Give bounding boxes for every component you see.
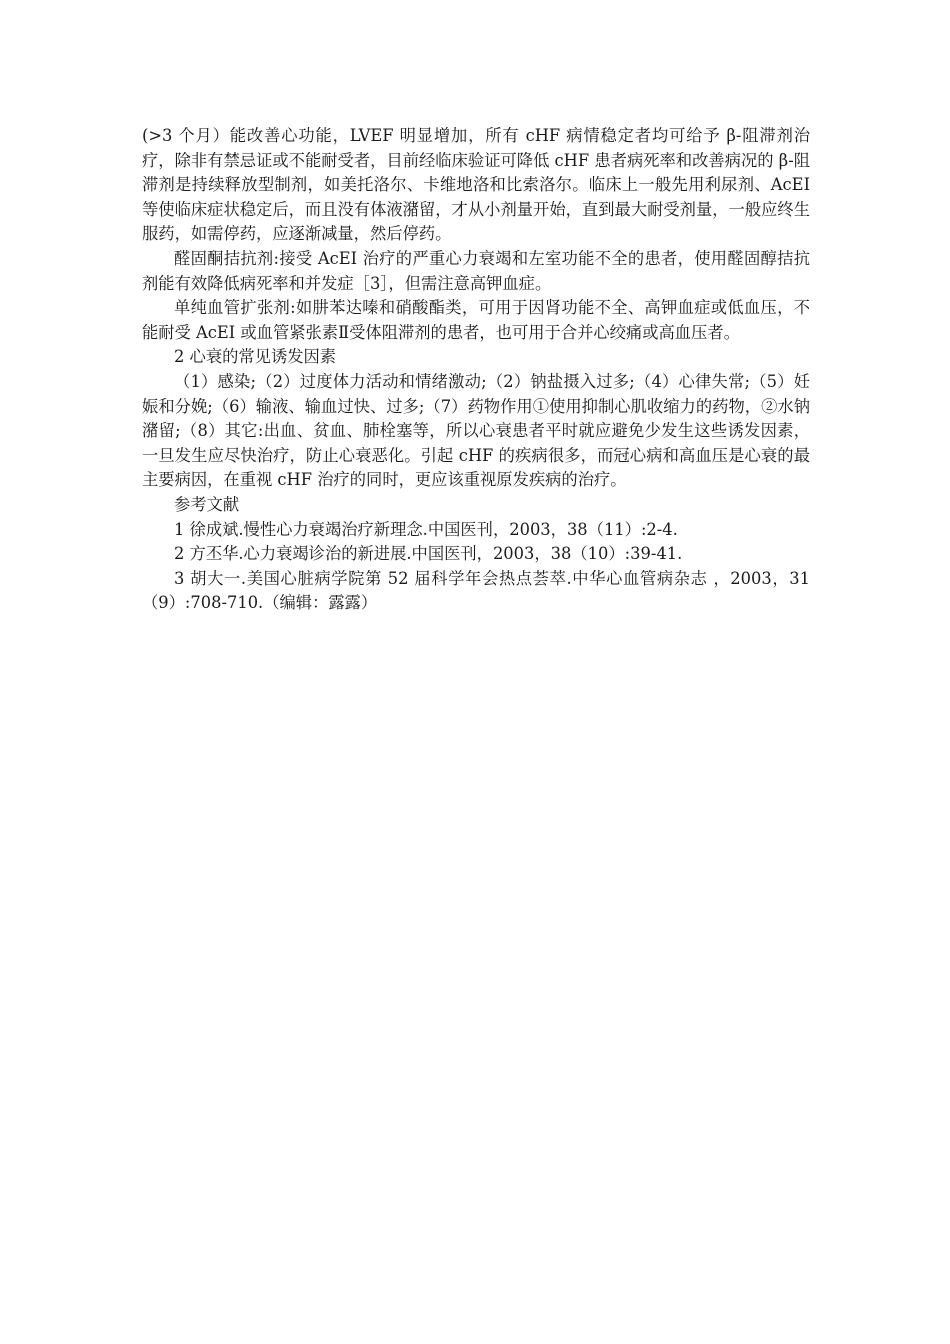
section-heading-triggers: 2 心衰的常见诱发因素 [174,347,337,367]
paragraph-aldosterone-antagonists: 醛固酮拮抗剂:接受 AcEI 治疗的严重心力衰竭和左室功能不全的患者，使用醛固醇拮抗剂能有效降低病死率和并发症［3］，但需注意高钾血症。 [142,248,810,293]
paragraph-beta-blockers: (>3 个月）能改善心功能，LVEF 明显增加，所有 cHF 病情稳定者均可给予 β-阻滞剂治疗，除非有禁忌证或不能耐受者，目前经临床验证可降低 cHF 患者病死率和改善病况的 β-阻滞剂是持续释放型制剂，如美托洛尔、卡维地洛和比索洛尔。临床上一般先用利尿剂、AcEI 等使临床症状稳定后，而且没有体液潴留，才从小剂量开始，直到最大耐受剂量，一般应终生服药，如需停药，应逐渐减量，然后停药。 [142,126,810,244]
reference-item: 1 徐成斌.慢性心力衰竭治疗新理念.中国医刊，2003，38（11）:2-4. [174,519,678,539]
paragraph-vasodilators: 单纯血管扩张剂:如肼苯达嗪和硝酸酯类，可用于因肾功能不全、高钾血症或低血压，不能耐受 AcEI 或血管紧张素Ⅱ受体阻滞剂的患者，也可用于合并心绞痛或高血压者。 [142,298,810,342]
reference-item: 3 胡大一.美国心脏病学院第 52 届科学年会热点荟萃.中华心血管病杂志 ，2003，31（9）:708-710.（编辑：露露） [142,568,810,613]
references-heading: 参考文献 [174,494,240,514]
document-body [142,124,810,616]
paragraph-triggers: （1）感染;（2）过度体力活动和情绪激动;（2）钠盐摄入过多;（4）心律失常;（5）妊娠和分娩;（6）输液、输血过快、过多;（7）药物作用①使用抑制心肌收缩力的药物，②水钠潴留;（8）其它:出血、贫血、肺栓塞等，所以心衰患者平时就应避免少发生这些诱发因素，一旦发生应尽快治疗，防止心衰恶化。引起 cHF 的疾病很多，而冠心病和高血压是心衰的最主要病因，在重视 cHF 治疗的同时，更应该重视原发疾病的治疗。 [142,371,810,490]
reference-item: 2 方丕华.心力衰竭诊治的新进展.中国医刊，2003，38（10）:39-41. [174,544,683,564]
